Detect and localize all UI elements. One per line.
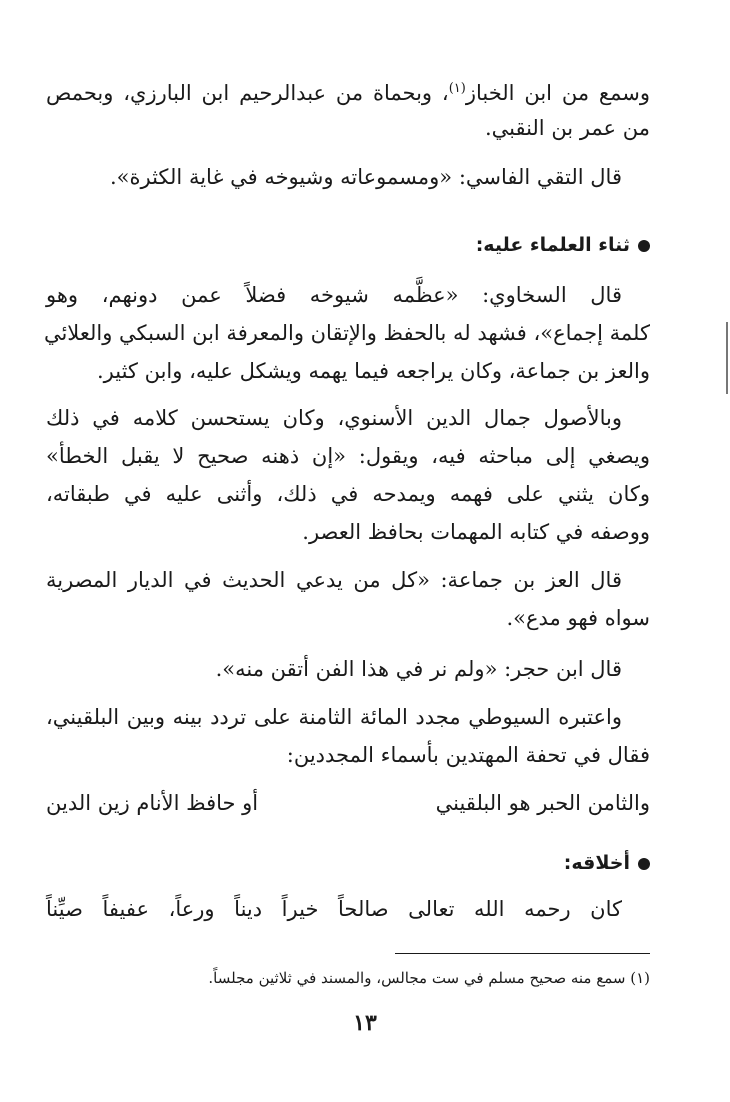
text-line-8: ويصغي إلى مباحثه فيه، ويقول: «إن ذهنه صحيح لا يقبل الخطأ»	[46, 444, 650, 468]
heading-text: ثناء العلماء عليه:	[475, 234, 630, 256]
text-line-6: والعز بن جماعة، وكان يراجعه فيما يهمه ويشكل عليه، وابن كثير.	[96, 359, 650, 383]
section-heading-praise	[46, 228, 650, 262]
text-segment: ، وبحماة من عبدالرحيم ابن البارزي، وبحمص	[46, 81, 449, 105]
text-line-16: كان رحمه الله تعالى صالحاً خيراً ديناً ورعاً، عفيفاً صيِّناً	[46, 897, 622, 921]
text-line-9: وكان يثني على فهمه ويمدحه في ذلك، وأثنى عليه في طبقاته،	[46, 482, 650, 506]
text-line-4: قال السخاوي: «عظَّمه شيوخه فضلاً عمن دونهم، وهو	[46, 283, 622, 307]
bullet-icon	[638, 240, 650, 252]
text-line-10: ووصفه في كتابه المهمات بحافظ العصر.	[302, 520, 650, 544]
section-heading-character	[46, 846, 650, 880]
bullet-icon	[638, 858, 650, 870]
text-line-7: وبالأصول جمال الدين الأسنوي، وكان يستحسن كلامه في ذلك	[46, 406, 622, 430]
page-number: ١٣	[353, 1010, 377, 1036]
footnote-reference[interactable]: (١)	[448, 81, 466, 96]
text-line-2: من عمر بن النقبي.	[484, 116, 650, 140]
text-line-14: واعتبره السيوطي مجدد المائة الثامنة على تردد بينه وبين البلقيني،	[46, 705, 622, 729]
heading-text: أخلاقه:	[563, 852, 630, 874]
text-segment: وسمع من ابن الخباز	[465, 81, 650, 105]
text-line-1	[46, 72, 650, 110]
footnote-separator	[395, 953, 650, 954]
text-line-15: فقال في تحفة المهتدين بأسماء المجددين:	[286, 743, 650, 767]
text-line-13: قال ابن حجر: «ولم نر في هذا الفن أتقن منه».	[215, 657, 622, 681]
verse-first-hemistich: والثامن الحبر هو البلقيني	[435, 791, 650, 815]
text-line-3: قال التقي الفاسي: «ومسموعاته وشيوخه في غاية الكثرة».	[109, 165, 622, 189]
text-line-11: قال العز بن جماعة: «كل من يدعي الحديث في الديار المصرية	[46, 568, 622, 592]
text-line-12: سواه فهو مدع».	[506, 606, 650, 630]
text-line-5: كلمة إجماع»، فشهد له بالحفظ والإتقان والمعرفة ابن السبكي والعلائي	[43, 321, 650, 345]
margin-mark	[726, 322, 728, 394]
verse-second-hemistich: أو حافظ الأنام زين الدين	[46, 791, 259, 815]
footnote: (١) سمع منه صحيح مسلم في ست مجالس، والمسند في ثلاثين مجلساً.	[208, 969, 650, 987]
